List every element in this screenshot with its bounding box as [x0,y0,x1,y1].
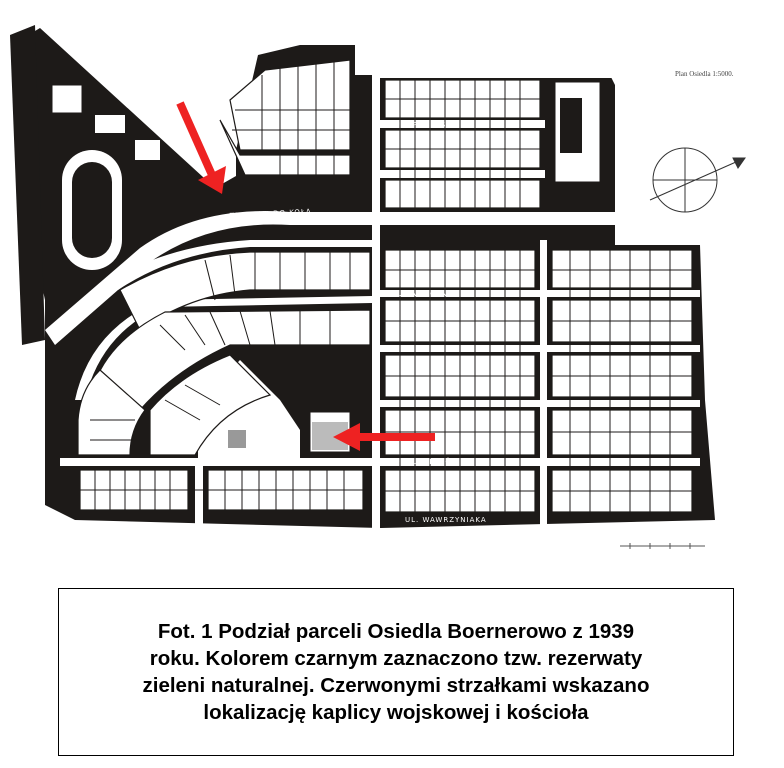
street-label-tramwaj: TRAMWAJ DO KOŁA [229,207,312,220]
caption-line-2: roku. Kolorem czarnym zaznaczono tzw. rezerwaty [149,646,643,670]
caption-line-1: Fot. 1 Podział parceli Osiedla Boernerowo z 1939 [157,619,635,643]
street-label-szosa: SZOSA DO WARSZAWY [480,215,578,223]
caption-box [58,588,734,756]
road-legionow [60,458,700,466]
street-label-kapliczna: UL. KAPLICZNA [388,290,454,298]
street-label-wawrzyniaka: UL. WAWRZYNIAKA [405,516,487,524]
street-label-legionow: UL. LEGIONÓW [395,458,460,466]
parcel-block-northwest [220,60,350,175]
road-vertical [372,45,380,530]
compass-rose [650,148,745,212]
caption-line-4: lokalizację kaplicy wojskowej i kościoła [203,701,589,725]
street-label-podlesna: UL. PODLEŚNA [395,121,459,129]
plan-scale-label: Plan Osiedla 1:5000. [675,70,734,78]
scale-bar [620,543,705,549]
figure-caption [143,618,650,727]
caption-line-3: zieleni naturalnej. Czerwonymi strzałkami wskazano [142,674,650,697]
